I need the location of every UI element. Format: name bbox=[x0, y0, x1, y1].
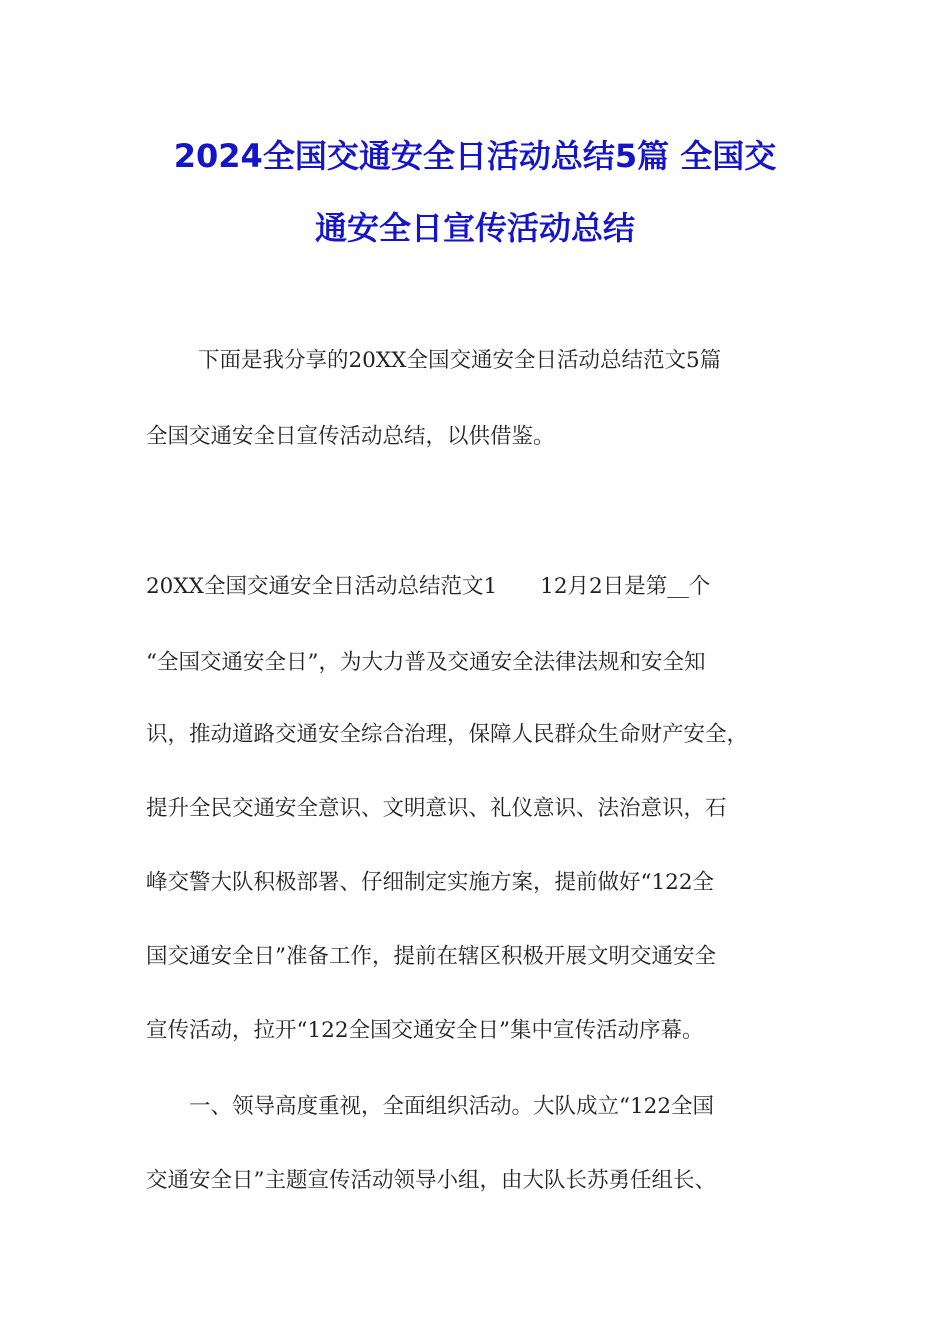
document-title-line-1: 2024全国交通安全日活动总结5篇 全国交 bbox=[173, 137, 777, 175]
body-line-5: 峰交警大队积极部署、仔细制定实施方案，提前做好“122全 bbox=[146, 870, 715, 895]
body-line-6: 国交通安全日”准备工作，提前在辖区积极开展文明交通安全 bbox=[146, 944, 716, 969]
intro-line-2: 全国交通安全日宣传活动总结，以供借鉴。 bbox=[146, 424, 555, 449]
intro-line-1: 下面是我分享的20XX全国交通安全日活动总结范文5篇 bbox=[198, 348, 722, 373]
body-line-2: “全国交通安全日”，为大力普及交通安全法律法规和安全知 bbox=[146, 650, 706, 675]
body-line-7: 宣传活动，拉开“122全国交通安全日”集中宣传活动序幕。 bbox=[146, 1018, 704, 1043]
body-line-8: 一、领导高度重视，全面组织活动。大队成立“122全国 bbox=[146, 1094, 715, 1119]
body-line-1: 20XX全国交通安全日活动总结范文1 12月2日是第__个 bbox=[146, 574, 711, 599]
body-line-9: 交通安全日”主题宣传活动领导小组，由大队长苏勇任组长、 bbox=[146, 1168, 716, 1193]
body-line-4: 提升全民交通安全意识、文明意识、礼仪意识、法治意识，石 bbox=[146, 796, 727, 821]
body-line-3: 识，推动道路交通安全综合治理，保障人民群众生命财产安全， bbox=[146, 722, 749, 747]
document-title-line-2: 通安全日宣传活动总结 bbox=[314, 209, 635, 247]
